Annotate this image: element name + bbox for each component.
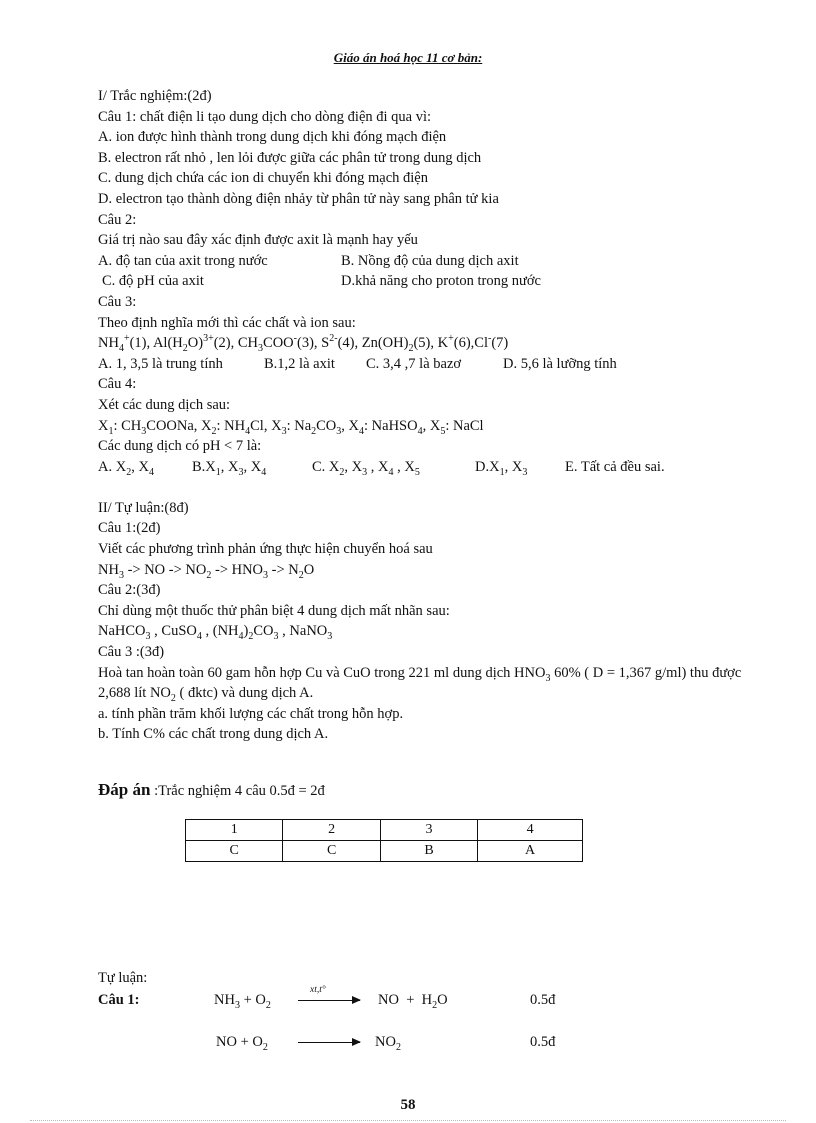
eq1-score: 0.5đ: [530, 992, 556, 1008]
answers-value-cell: A: [478, 841, 583, 862]
eq2-arrow-icon: [298, 1042, 360, 1043]
q4-option-d: $D.X_1$, $X_3$: [475, 458, 528, 478]
q3-options: [98, 354, 748, 375]
tl-q2-solutions: NaHCO$_3$ , CuSO$_4$ , $(NH_4)_2CO_3$ , NaNO$_3$: [98, 623, 333, 643]
q2-options-row1: [98, 251, 748, 272]
q2-option-b: B. Nồng độ của dung dịch axit: [341, 252, 519, 269]
q4-solutions: $X_1$: $CH_3COONa$, $X_2$: $NH_4Cl$, $X_3$: $Na_2CO_3$, $X_4$: NaHSO$_4$, $X_5$: NaCl: [98, 417, 484, 437]
q4-option-b: $B.X_1$, $X_3$, $X_4$: [192, 458, 267, 478]
tl-q1-text: Viết các phương trình phản ứng thực hiện chuyển hoá sau: [98, 541, 433, 558]
q1-option-b: B. electron rất nhỏ , len lỏi được giữa các phân tử trong dung dịch: [98, 149, 482, 166]
answers-header-cell: 3: [380, 820, 477, 841]
q3-option-a: A. 1, 3,5 là trung tính: [98, 355, 223, 372]
answers-value-row: [186, 841, 583, 862]
q4-option-e: E. Tất cả đều sai.: [565, 458, 665, 475]
section2-title: II/ Tự luận:(8đ): [98, 499, 189, 516]
tl-q2-label: Câu 2:(3đ): [98, 582, 161, 599]
page-header: Giáo án hoá học 11 cơ bản:: [333, 50, 483, 65]
tuluan-title: Tự luận:: [98, 970, 148, 986]
q4-options: [98, 457, 748, 478]
q1-label: Câu 1: chất điện li tạo dung dịch cho dòng điện đi qua vì:: [98, 108, 432, 125]
tl-q2-text: Chỉ dùng một thuốc thử phân biệt 4 dung dịch mất nhãn sau:: [98, 602, 450, 619]
q4-label: Câu 4:: [98, 376, 137, 393]
tl-q3-b: b. Tính C% các chất trong dung dịch A.: [98, 726, 329, 743]
eq1-products: NO + $H_2O$: [378, 992, 448, 1011]
eq1-reactants: $NH_3 + O_2$: [214, 992, 271, 1011]
eq2-score: 0.5đ: [530, 1034, 556, 1050]
footer-divider: [30, 1120, 786, 1121]
exam-content: [98, 86, 748, 745]
eq2-reactants: NO + $O_2$: [216, 1034, 268, 1053]
q2-option-d: D.khả năng cho proton trong nước: [341, 273, 541, 290]
eq1-condition: xt,t°: [310, 985, 326, 995]
q2-option-a: A. độ tan của axit trong nước: [98, 252, 268, 269]
q2-option-c: C. độ pH của axit: [102, 273, 204, 290]
eq1-arrow-icon: [298, 1000, 360, 1001]
section1-title: I/ Trắc nghiệm:(2đ): [98, 88, 212, 104]
tl-q1-chain: $NH_3$ -> NO -> $NO_2 -> HNO_3 -> N_2O$: [98, 561, 315, 581]
answers-subtitle: :Trắc nghiệm 4 câu 0.5đ = 2đ: [154, 783, 325, 799]
page-number: 58: [400, 1097, 416, 1113]
q2-label: Câu 2:: [98, 211, 137, 228]
tl-q3-text: Hoà tan hoàn toàn 60 gam hỗn hợp Cu và CuO trong 221 ml dung dịch $HNO_3$ 60% ( D = 1,367 g/ml) thu được 2,688 lít $NO_2$ ( đktc) và dung dịch A.: [98, 664, 742, 705]
answers-header-cell: 1: [186, 820, 283, 841]
answers-value-cell: B: [380, 841, 477, 862]
q3-text: Theo định nghĩa mới thì các chất và ion sau:: [98, 314, 356, 331]
answers-heading: [98, 780, 325, 800]
q4-option-a: A. $X_2$, $X_4$: [98, 458, 154, 478]
tl-q3-a: a. tính phần trăm khối lượng các chất trong hỗn hợp.: [98, 705, 404, 722]
q3-option-d: D. 5,6 là lưỡng tính: [503, 355, 617, 372]
tl-q1-label: Câu 1:(2đ): [98, 520, 161, 537]
answers-header-cell: 4: [478, 820, 583, 841]
tuluan-cau1-label: Câu 1:: [98, 992, 140, 1008]
q3-label: Câu 3:: [98, 293, 137, 310]
tl-q3-label: Câu 3 :(3đ): [98, 644, 165, 661]
answers-value-cell: C: [186, 841, 283, 862]
eq2-products: $NO_2$: [375, 1034, 401, 1053]
q3-species: $NH_4^+(1)$, $Al(H_2O)^{3+}(2)$, $CH_3COO^-(3)$, $S^{2-}(4)$, $Zn(OH)_2(5)$, K+(6),Cl-(7): [98, 333, 509, 355]
answers-title: Đáp án: [98, 780, 151, 799]
q4-ph-text: Các dung dịch có pH < 7 là:: [98, 438, 262, 455]
answers-header-cell: 2: [283, 820, 380, 841]
q2-text: Giá trị nào sau đây xác định được axit là mạnh hay yếu: [98, 232, 418, 249]
q3-option-c: C. 3,4 ,7 là bazơ: [366, 355, 462, 372]
q4-option-c: C. $X_2$, $X_3$ , $X_4$ , $X_5$: [312, 458, 420, 478]
answers-table: [185, 819, 583, 862]
q2-options-row2: [98, 271, 748, 292]
q1-option-a: A. ion được hình thành trong dung dịch khi đóng mạch điện: [98, 129, 447, 146]
q1-option-d: D. electron tạo thành dòng điện nhảy từ phân tử này sang phân tử kia: [98, 190, 499, 207]
answers-value-cell: C: [283, 841, 380, 862]
q3-option-b: B.1,2 là axit: [264, 355, 335, 372]
q4-text: Xét các dung dịch sau:: [98, 396, 231, 413]
answers-header-row: [186, 820, 583, 841]
q1-option-c: C. dung dịch chứa các ion di chuyển khi đóng mạch điện: [98, 170, 428, 187]
